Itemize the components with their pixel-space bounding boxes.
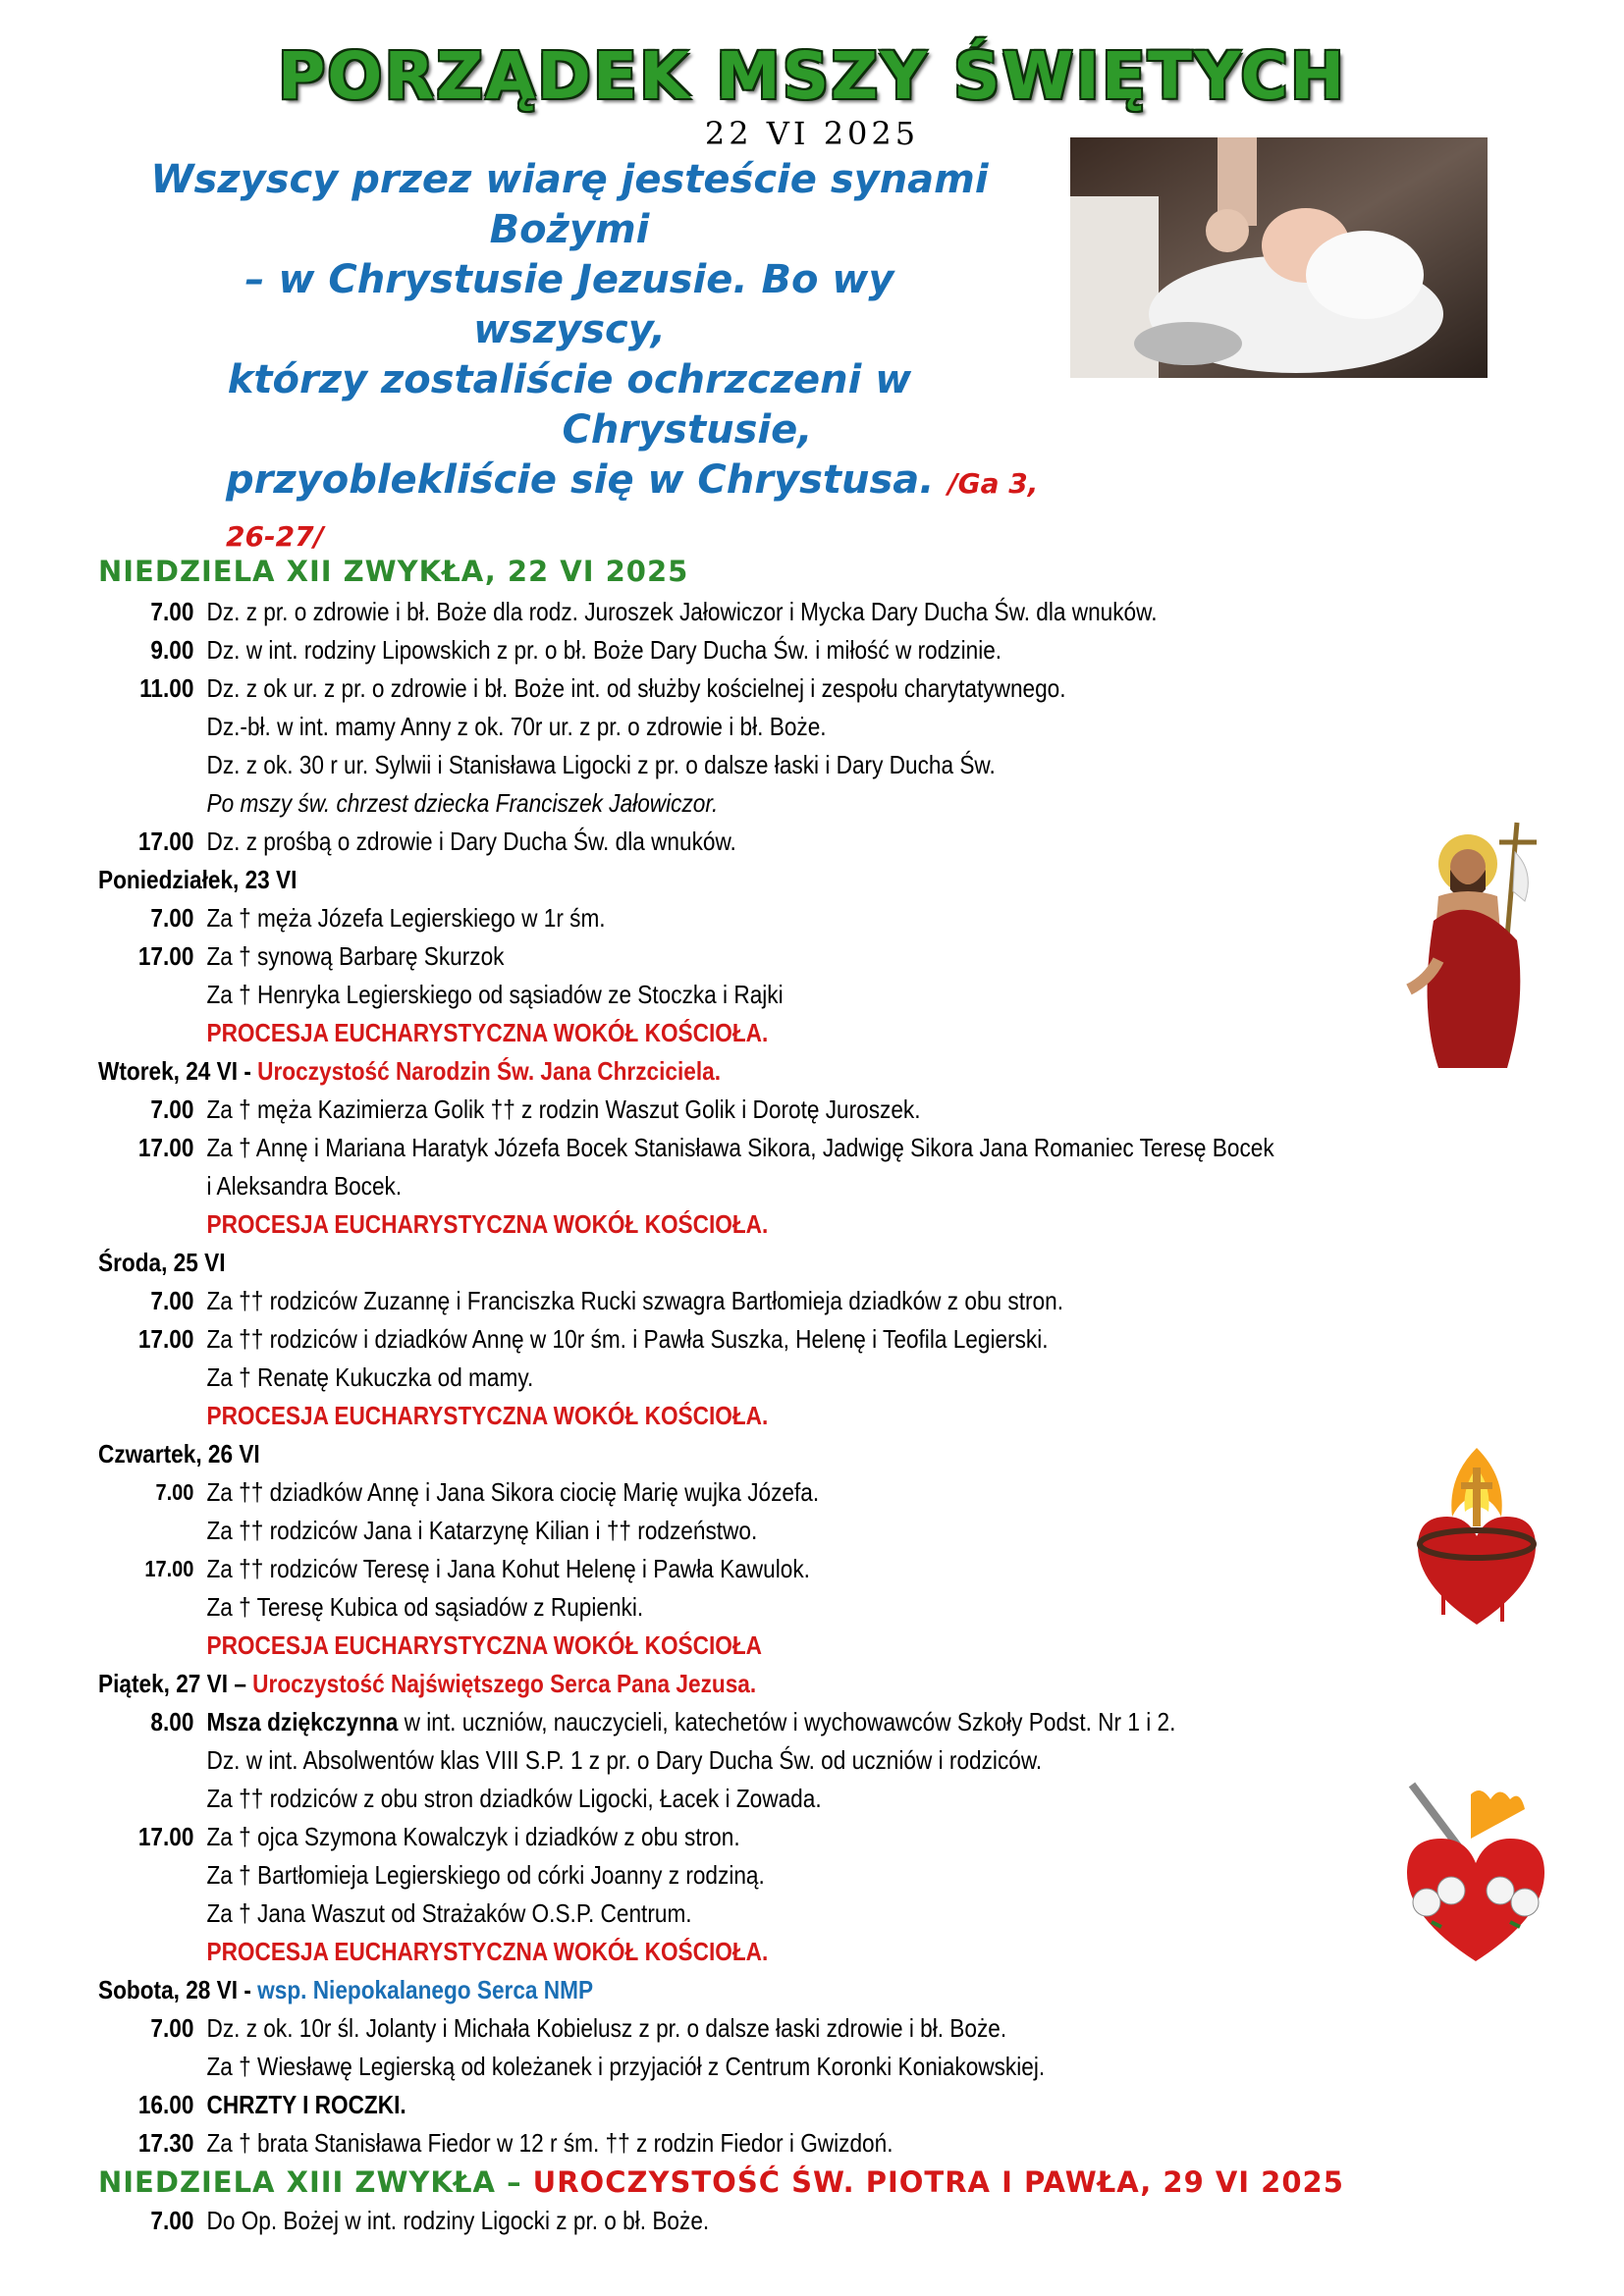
quote-line: Wszyscy przez wiarę jesteście synami xyxy=(150,157,989,202)
day-header: Wtorek, 24 VI - Uroczystość Narodzin Św. Jana Chrzciciela. xyxy=(98,1056,721,1086)
feast-label: Uroczystość Narodzin Św. Jana Chrzciciela. xyxy=(257,1056,721,1086)
procession-note: PROCESJA EUCHARYSTYCZNA WOKÓŁ KOŚCIOŁA. xyxy=(206,1018,769,1047)
day-header: Czwartek, 26 VI xyxy=(98,1439,260,1468)
procession-note: PROCESJA EUCHARYSTYCZNA WOKÓŁ KOŚCIOŁA. xyxy=(206,1937,769,1966)
mass-entry: 7.00 Do Op. Bożej w int. rodziny Ligocki z pr. o bł. Boże. xyxy=(150,2206,710,2235)
mass-entry: 17.00 Za †† rodziców Teresę i Jana Kohut Helenę i Pawła Kawulok. xyxy=(144,1554,810,1583)
mass-entry: Za † Teresę Kubica od sąsiadów z Rupienki. xyxy=(206,1592,644,1622)
baptism-photo xyxy=(1070,137,1488,378)
mass-entry: 7.00 Dz. z ok. 10r śl. Jolanty i Michała Kobielusz z pr. o dalsze łaski zdrowie i bł. Boże. xyxy=(150,2013,1007,2043)
mass-entry: 11.00 Dz. z ok ur. z pr. o zdrowie i bł. Boże int. od służby kościelnej i zespołu charytatywnego. xyxy=(139,673,1066,703)
mass-entry: Dz. w int. Absolwentów klas VIII S.P. 1 z pr. o Dary Ducha Św. od uczniów i rodziców. xyxy=(206,1745,1043,1775)
mass-entry: 17.00 Za † synową Barbarę Skurzok xyxy=(137,941,505,971)
mass-entry: Za † Renatę Kukuczka od mamy. xyxy=(206,1362,534,1392)
mass-entry: 7.00 Za †† rodziców Zuzannę i Franciszka Rucki szwagra Bartłomieja dziadków z obu stron. xyxy=(150,1286,1063,1315)
sunday-header: NIEDZIELA XIII ZWYKŁA – UROCZYSTOŚĆ ŚW. PIOTRA I PAWŁA, 29 VI 2025 xyxy=(98,2165,1344,2199)
quote-line: Chrystusie, xyxy=(562,407,813,453)
mass-entry: 9.00 Dz. w int. rodziny Lipowskich z pr. o bł. Boże Dary Ducha Św. i miłość w rodzinie. xyxy=(150,635,1002,665)
day-header: Środa, 25 VI xyxy=(98,1248,226,1277)
mass-entry: 17.30 Za † brata Stanisława Fiedor w 12 r śm. †† z rodzin Fiedor i Gwizdoń. xyxy=(137,2128,893,2158)
quote-line: przyoblekliście się w Chrystusa. xyxy=(226,457,935,503)
feast-label: Uroczystość Najświętszego Serca Pana Jezusa. xyxy=(252,1669,757,1698)
mass-entry: 7.00 Za † męża Kazimierza Golik †† z rodzin Waszut Golik i Dorotę Juroszek. xyxy=(150,1095,921,1124)
quote-line: Bożymi xyxy=(489,207,650,252)
mass-entry: 16.00 CHRZTY I ROCZKI. xyxy=(137,2090,406,2119)
feast-label: wsp. Niepokalanego Serca NMP xyxy=(257,1975,594,2004)
quote-reference: /Ga 3, 26-27/ xyxy=(226,467,1039,553)
day-header: Poniedziałek, 23 VI xyxy=(98,865,298,894)
feast-label: UROCZYSTOŚĆ ŚW. PIOTRA I PAWŁA, 29 VI 2025 xyxy=(532,2165,1344,2199)
mass-schedule xyxy=(98,550,1571,2240)
mass-entry: 7.00 Dz. z pr. o zdrowie i bł. Boże dla rodz. Juroszek Jałowiczor i Mycka Dary Ducha Św. dla wnuków. xyxy=(150,597,1158,626)
day-header: Sobota, 28 VI - wsp. Niepokalanego Serca NMP xyxy=(98,1975,594,2004)
procession-note: PROCESJA EUCHARYSTYCZNA WOKÓŁ KOŚCIOŁA. xyxy=(206,1401,769,1430)
quote-line: – w Chrystusie Jezusie. Bo wy xyxy=(244,257,894,302)
mass-note: Po mszy św. chrzest dziecka Franciszek Jałowiczor. xyxy=(206,788,719,818)
quote-last-line xyxy=(69,455,1070,561)
mass-entry: Za † Bartłomieja Legierskiego od córki Joanny z rodziną. xyxy=(206,1860,765,1890)
mass-entry: 7.00 Za †† dziadków Annę i Jana Sikora ciocię Marię wujka Józefa. xyxy=(155,1477,820,1507)
mass-entry: i Aleksandra Bocek. xyxy=(206,1171,403,1201)
mass-entry: 7.00 Za † męża Józefa Legierskiego w 1r śm. xyxy=(150,903,606,933)
page-title: PORZĄDEK MSZY ŚWIĘTYCH xyxy=(277,38,1347,114)
mass-entry: 17.00 Za † Annę i Mariana Haratyk Józefa Bocek Stanisława Sikora, Jadwigę Sikora Jana Romaniec Teresę Bocek xyxy=(137,1133,1274,1162)
mass-entry: Za † Henryka Legierskiego od sąsiadów ze Stoczka i Rajki xyxy=(206,980,784,1009)
mass-entry: 17.00 Dz. z prośbą o zdrowie i Dary Ducha Św. dla wnuków. xyxy=(137,827,736,856)
mass-entry: 17.00 Za †† rodziców i dziadków Annę w 10r śm. i Pawła Suszka, Helenę i Teofila Legierski. xyxy=(137,1324,1049,1354)
mass-entry: Za † Jana Waszut od Strażaków O.S.P. Centrum. xyxy=(206,1898,692,1928)
quote-line: którzy zostaliście ochrzczeni w xyxy=(227,357,912,402)
mass-entry: Dz. z ok. 30 r ur. Sylwii i Stanisława Ligocki z pr. o dalsze łaski i Dary Ducha Św. xyxy=(206,750,996,779)
day-header: Piątek, 27 VI – Uroczystość Najświętszego Serca Pana Jezusa. xyxy=(98,1669,757,1698)
mass-entry: Za † Wiesławę Legierską od koleżanek i przyjaciół z Centrum Koronki Koniakowskiej. xyxy=(206,2052,1046,2081)
quote-line: wszyscy, xyxy=(473,307,666,352)
scripture-quote xyxy=(69,155,1070,561)
mass-entry: Dz.-bł. w int. mamy Anny z ok. 70r ur. z pr. o zdrowie i bł. Boże. xyxy=(206,712,827,741)
mass-entry: 8.00 Msza dziękczynna w int. uczniów, nauczycieli, katechetów i wychowawców Szkoły Podst. Nr 1 i 2. xyxy=(150,1707,1176,1736)
sunday-header: NIEDZIELA XII ZWYKŁA, 22 VI 2025 xyxy=(98,555,689,588)
procession-note: PROCESJA EUCHARYSTYCZNA WOKÓŁ KOŚCIOŁA. xyxy=(206,1209,769,1239)
mass-entry: 17.00 Za † ojca Szymona Kowalczyk i dziadków z obu stron. xyxy=(137,1822,740,1851)
mass-entry: Za †† rodziców Jana i Katarzynę Kilian i †† rodzeństwo. xyxy=(206,1516,758,1545)
procession-note: PROCESJA EUCHARYSTYCZNA WOKÓŁ KOŚCIOŁA xyxy=(206,1630,763,1660)
page-date: 22 VI 2025 xyxy=(704,115,920,152)
mass-entry: Za †† rodziców z obu stron dziadków Ligocki, Łacek i Zowada. xyxy=(206,1784,822,1813)
